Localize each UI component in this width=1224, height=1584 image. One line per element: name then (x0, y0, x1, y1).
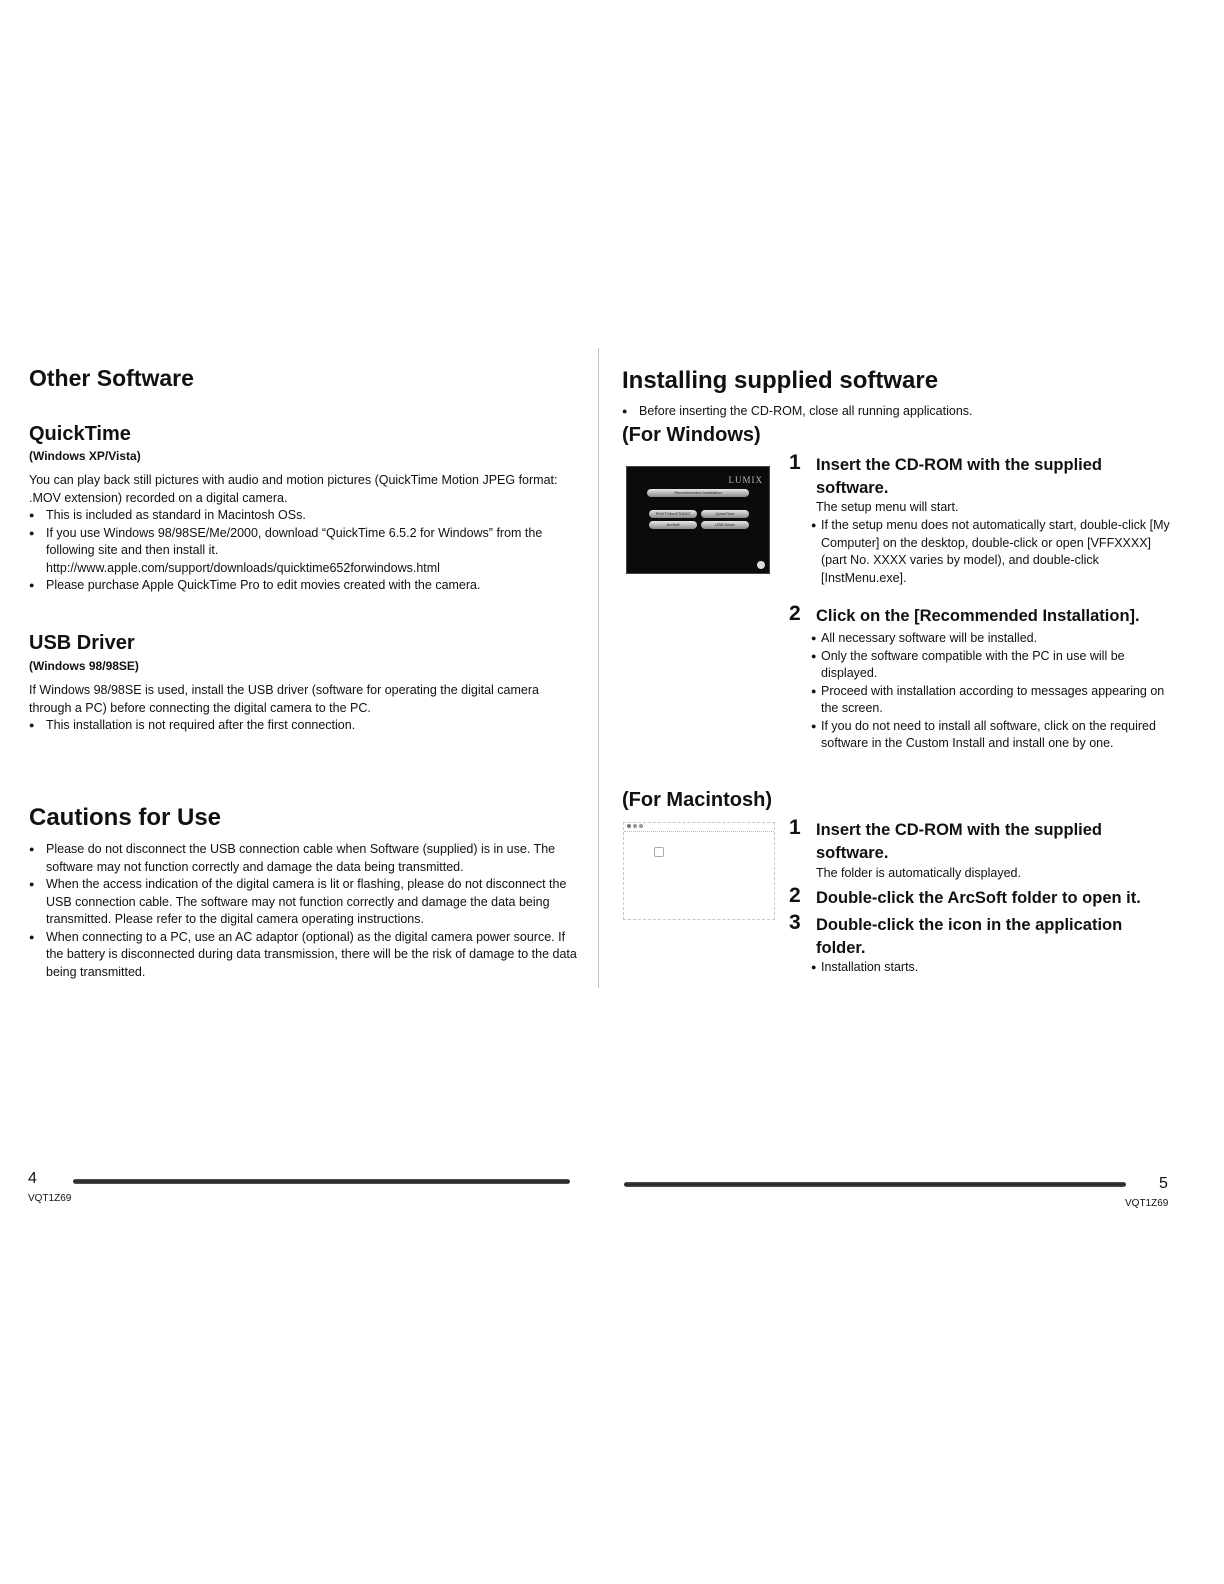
list-item: ● Please purchase Apple QuickTime Pro to edit movies created with the camera. (29, 577, 579, 595)
quicktime-title: QuickTime (29, 423, 131, 445)
mac-step-1-desc: The folder is automatically displayed. (816, 866, 1021, 880)
other-software-title: Other Software (29, 365, 194, 391)
windows-setup-screenshot (626, 466, 770, 574)
cautions-title: Cautions for Use (29, 804, 222, 831)
list-item: ● This is included as standard in Macintosh OSs. (29, 507, 579, 525)
list-item: ● All necessary software will be installed. (811, 630, 1171, 648)
mac-step-3-number: 3 (789, 911, 801, 934)
installing-title: Installing supplied software (622, 367, 939, 394)
list-item: ● Before inserting the CD-ROM, close all running applications. (622, 403, 1182, 421)
page-number-right: 5 (1159, 1175, 1168, 1192)
arcsoft-folder-icon (654, 847, 664, 857)
list-item (29, 525, 579, 578)
list-item: ● If the setup menu does not automatically start, double-click [My Computer] on the desktop, double-click or open [VFFXXXX] (part No. XXXX varies by model), and double-click [InstMenu.exe]. (811, 517, 1176, 587)
mac-step-1-number: 1 (789, 816, 801, 839)
mac-step-1-title: Insert the CD-ROM with the supplied software. (816, 821, 1103, 862)
lumix-logo: LUMIX (728, 475, 763, 485)
list-item: ● Installation starts. (811, 959, 1171, 977)
win-step-2-number: 2 (789, 602, 801, 625)
usb-driver-intro: If Windows 98/98SE is used, install the USB driver (software for operating the digital camera through a PC) before connecting the digital camera to the PC. (29, 683, 539, 715)
zoom-icon (639, 824, 643, 828)
list-item: ● This installation is not required after the first connection. (29, 717, 579, 735)
list-item: ● Proceed with installation according to messages appearing on the screen. (811, 683, 1171, 718)
list-item: ● Only the software compatible with the PC in use will be displayed. (811, 648, 1171, 683)
quicktime-button: QuickTime (701, 510, 749, 518)
quicktime-bullet-list (29, 507, 579, 595)
usb-driver-subtitle: (Windows 98/98SE) (29, 659, 139, 673)
list-item: ● If you do not need to install all software, click on the required software in the Custom Install and install one by one. (811, 718, 1171, 753)
mac-window-titlebar (624, 823, 774, 832)
installing-note (622, 403, 1182, 421)
list-item: ● When the access indication of the digital camera is lit or flashing, please do not disconnect the USB connection cable. The software may not function correctly and damage the data being transmitted. Please refer to the digital camera operating instructions. (29, 876, 584, 929)
win-step-1-number: 1 (789, 451, 801, 474)
quicktime-download-note: If you use Windows 98/98SE/Me/2000, download “QuickTime 6.5.2 for Windows” from the following site and then install it. (46, 525, 543, 557)
list-item: ● When connecting to a PC, use an AC adaptor (optional) as the digital camera power source. If the battery is disconnected during data transmission, there will be the risk of damage to the data being transmitted. (29, 929, 584, 982)
cautions-bullet-list (29, 841, 584, 981)
quicktime-subtitle: (Windows XP/Vista) (29, 449, 141, 463)
footer-bar-left (73, 1179, 570, 1184)
win-step-2-title: Click on the [Recommended Installation]. (816, 607, 1140, 625)
mac-step-3-bullets (811, 959, 1171, 977)
exit-icon (757, 561, 765, 569)
close-icon (627, 824, 631, 828)
usb-driver-button: USB Driver (701, 521, 749, 529)
quicktime-intro: You can play back still pictures with audio and motion pictures (QuickTime Motion JPEG format: .MOV extension) recorded on a digital camera. (29, 473, 558, 505)
macintosh-heading: (For Macintosh) (622, 789, 772, 811)
usb-driver-title: USB Driver (29, 632, 135, 654)
model-code-left: VQT1Z69 (28, 1193, 72, 1204)
win-step-2-bullets (811, 630, 1171, 753)
list-item: ● Please do not disconnect the USB connection cable when Software (supplied) is in use. The software may not function correctly and damage the data being transmitted. (29, 841, 584, 876)
win-step-1-bullets (811, 517, 1176, 587)
mac-folder-screenshot (623, 822, 775, 920)
page-number-left: 4 (28, 1170, 37, 1187)
mac-step-2-number: 2 (789, 884, 801, 907)
recommended-installation-button: Recommended Installation (647, 489, 749, 497)
photofunstudio-button: PHOTOfunSTUDIO (649, 510, 697, 518)
arcsoft-button: ArcSoft (649, 521, 697, 529)
minimize-icon (633, 824, 637, 828)
model-code-right: VQT1Z69 (1125, 1198, 1169, 1209)
win-step-1-desc: The setup menu will start. (816, 500, 959, 514)
mac-step-3-title: Double-click the icon in the application folder. (816, 916, 1123, 957)
mac-step-2-title: Double-click the ArcSoft folder to open it. (816, 889, 1141, 907)
usb-driver-bullet-list (29, 717, 579, 735)
footer-bar-right (624, 1182, 1126, 1187)
windows-heading: (For Windows) (622, 424, 761, 446)
win-step-1-title: Insert the CD-ROM with the supplied software. (816, 456, 1103, 497)
quicktime-download-url: http://www.apple.com/support/downloads/quicktime652forwindows.html (46, 560, 440, 575)
page-divider (598, 348, 599, 988)
